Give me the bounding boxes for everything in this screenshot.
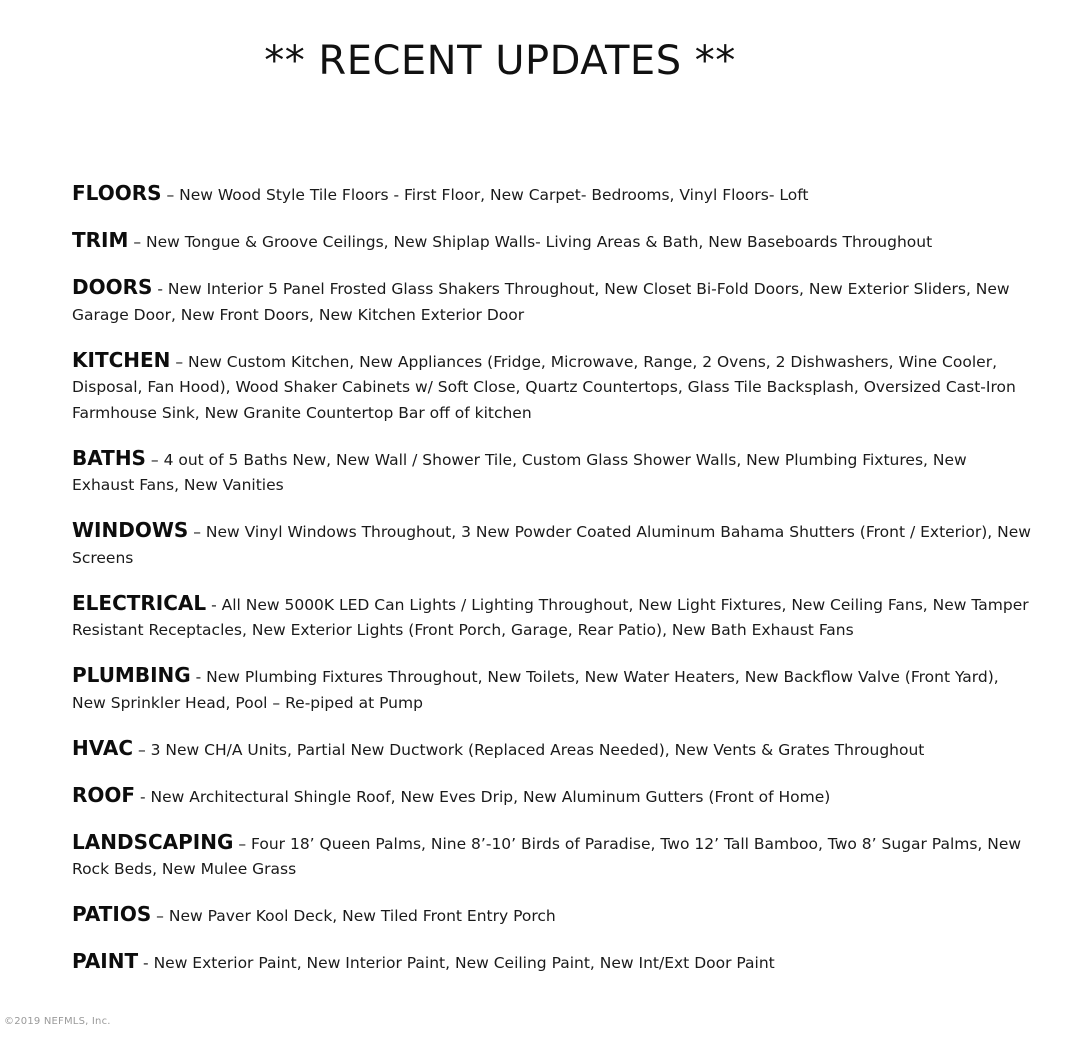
update-heading: PLUMBING: [72, 663, 191, 687]
update-heading: ROOF: [72, 782, 136, 807]
update-text: – New Tongue & Groove Ceilings, New Shiplap Walls- Living Areas & Bath, New Baseboards Throughout: [128, 233, 933, 251]
copyright-watermark: ©2019 NEFMLS, Inc.: [4, 1016, 111, 1027]
update-heading: HVAC: [72, 735, 134, 760]
update-text: - New Interior 5 Panel Frosted Glass Shakers Throughout, New Closet Bi-Fold Doors, New Exterior Sliders, New Garage Door, New Front Doors, New Kitchen Exterior Door: [72, 280, 1010, 324]
update-item-landscaping: [72, 830, 1032, 883]
update-heading: KITCHEN: [72, 347, 171, 372]
update-text: – New Paver Kool Deck, New Tiled Front Entry Porch: [151, 907, 556, 925]
update-heading: BATHS: [72, 445, 146, 470]
update-heading: ELECTRICAL: [72, 590, 207, 615]
update-item-floors: [72, 181, 1032, 209]
update-item-patios: [72, 902, 1032, 930]
update-heading: TRIM: [72, 228, 129, 252]
update-item-hvac: [72, 736, 1032, 764]
update-text: - New Plumbing Fixtures Throughout, New Toilets, New Water Heaters, New Backflow Valve (Front Yard), New Sprinkler Head, Pool – Re-piped at Pump: [72, 668, 999, 712]
update-heading: PAINT: [72, 949, 139, 973]
update-text: – 4 out of 5 Baths New, New Wall / Shower Tile, Custom Glass Shower Walls, New Plumbing Fixtures, New Exhaust Fans, New Vanities: [72, 450, 967, 494]
update-heading: WINDOWS: [72, 518, 189, 542]
update-item-kitchen: [72, 348, 1032, 427]
update-item-doors: [72, 275, 1032, 328]
update-text: - New Architectural Shingle Roof, New Eves Drip, New Aluminum Gutters (Front of Home): [135, 787, 831, 806]
update-heading: DOORS: [72, 275, 153, 299]
update-text: – New Wood Style Tile Floors - First Floor, New Carpet- Bedrooms, Vinyl Floors- Loft: [161, 186, 809, 204]
update-text: – New Vinyl Windows Throughout, 3 New Powder Coated Aluminum Bahama Shutters (Front / Exterior), New Screens: [72, 523, 1031, 567]
update-item-paint: [72, 949, 1032, 977]
update-heading: PATIOS: [72, 902, 152, 926]
update-text: - New Exterior Paint, New Interior Paint, New Ceiling Paint, New Int/Ext Door Paint: [138, 954, 775, 972]
page-title: ** RECENT UPDATES **: [264, 38, 736, 84]
update-item-electrical: [72, 591, 1032, 644]
update-item-windows: [72, 518, 1032, 571]
update-text: – 3 New CH/A Units, Partial New Ductwork (Replaced Areas Needed), New Vents & Grates Throughout: [133, 740, 925, 759]
update-text: – Four 18’ Queen Palms, Nine 8’-10’ Birds of Paradise, Two 12’ Tall Bamboo, Two 8’ Sugar Palms, New Rock Beds, New Mulee Grass: [72, 834, 1022, 878]
update-item-plumbing: [72, 663, 1032, 716]
update-heading: LANDSCAPING: [72, 829, 234, 854]
update-item-roof: [72, 783, 1032, 811]
update-heading: FLOORS: [72, 181, 162, 205]
update-text: - All New 5000K LED Can Lights / Lighting Throughout, New Light Fixtures, New Ceiling Fans, New Tamper Resistant Receptacles, New Exterior Lights (Front Porch, Garage, Rear Patio), New Bath Exhaust Fans: [72, 595, 1029, 639]
update-item-trim: [72, 228, 1032, 256]
updates-list: [72, 181, 1032, 996]
update-item-baths: [72, 446, 1032, 499]
update-text: – New Custom Kitchen, New Appliances (Fridge, Microwave, Range, 2 Ovens, 2 Dishwashers, Wine Cooler, Disposal, Fan Hood), Wood Shaker Cabinets w/ Soft Close, Quartz Countertops, Glass Tile Backsplash, Oversized Cast-Iron Farmhouse Sink, New Granite Countertop Bar off of kitchen: [72, 352, 1016, 422]
